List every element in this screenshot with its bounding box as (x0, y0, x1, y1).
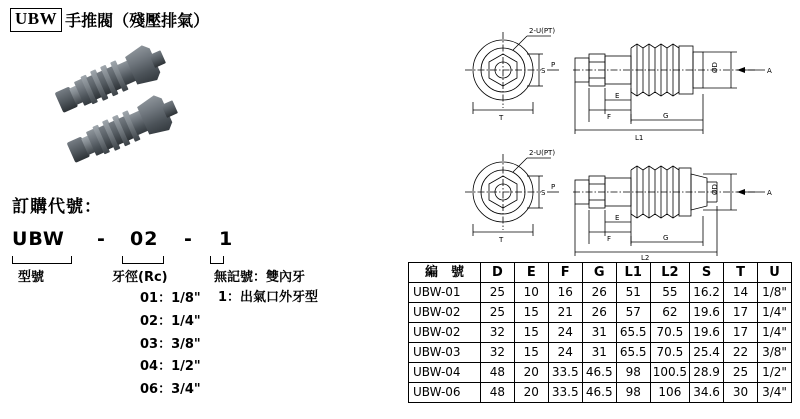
cell-l2: 55 (650, 283, 689, 303)
section-arrow-A-top: A (767, 67, 772, 75)
cell-t: 17 (724, 303, 758, 323)
cell-s: 19.6 (690, 303, 724, 323)
table-row (409, 283, 792, 303)
dim-P-bottom: P (551, 183, 556, 191)
cell-e: 20 (514, 363, 548, 383)
bore-option: 03：3/8" (140, 336, 201, 352)
cell-name: UBW-02 (409, 303, 481, 323)
dim-F-bottom: F (607, 235, 612, 243)
bore-option: 02：1/4" (140, 313, 201, 329)
cell-s: 19.6 (690, 323, 724, 343)
table-row (409, 303, 792, 323)
col-header-s: S (690, 263, 724, 283)
table-row (409, 383, 792, 403)
cell-d: 32 (480, 343, 514, 363)
cell-f: 33.5 (548, 363, 582, 383)
cell-g: 46.5 (582, 363, 616, 383)
dim-D-top: ØD (711, 62, 719, 73)
dim-T-bottom: T (499, 236, 504, 244)
cell-l1: 51 (616, 283, 650, 303)
cell-f: 16 (548, 283, 582, 303)
page-title (10, 8, 209, 32)
code-thread: 1 (219, 228, 234, 250)
code-bore: 02 (130, 228, 159, 250)
bore-option-list (140, 288, 201, 402)
cell-l1: 98 (616, 363, 650, 383)
ordering-heading: 訂購代號： (12, 197, 102, 217)
cell-d: 48 (480, 383, 514, 403)
cell-l1: 98 (616, 383, 650, 403)
dim-T-top: T (499, 114, 504, 122)
cell-name: UBW-04 (409, 363, 481, 383)
cell-d: 32 (480, 323, 514, 343)
technical-drawing (455, 10, 795, 260)
spec-table (408, 262, 792, 403)
dim-D-bottom: ØD (711, 184, 719, 195)
legend-bore: 牙徑(Rc) (112, 270, 168, 285)
cell-u: 1/4" (757, 303, 791, 323)
code-dash-1: - (97, 228, 106, 250)
bore-option: 06：3/4" (140, 382, 201, 397)
col-header-u: U (757, 263, 791, 283)
col-header-f: F (548, 263, 582, 283)
model-badge: UBW (10, 8, 62, 32)
cell-g: 26 (582, 283, 616, 303)
cell-e: 15 (514, 303, 548, 323)
cell-name: UBW-03 (409, 343, 481, 363)
cell-t: 14 (724, 283, 758, 303)
cell-l2: 100.5 (650, 363, 689, 383)
cell-l2: 106 (650, 383, 689, 403)
cell-name: UBW-02 (409, 323, 481, 343)
cell-d: 25 (480, 303, 514, 323)
table-row (409, 343, 792, 363)
leader-bracket-thread (210, 256, 224, 264)
dim-L1: L1 (635, 134, 644, 142)
cell-l1: 65.5 (616, 323, 650, 343)
cell-f: 24 (548, 323, 582, 343)
dim-S-bottom: S (541, 189, 546, 197)
callout-thread-bottom: 2-U(PT) (529, 149, 556, 157)
cell-e: 15 (514, 343, 548, 363)
cell-s: 34.6 (690, 383, 724, 403)
leader-bracket-bore (122, 256, 164, 264)
cell-s: 16.2 (690, 283, 724, 303)
cell-t: 22 (724, 343, 758, 363)
cell-u: 1/4" (757, 323, 791, 343)
cell-u: 1/2" (757, 363, 791, 383)
legend-model: 型號 (18, 270, 45, 285)
section-arrow-A-bottom: A (767, 189, 772, 197)
col-header-t: T (724, 263, 758, 283)
bore-option: 04：1/2" (140, 359, 201, 375)
cell-f: 24 (548, 343, 582, 363)
code-model: UBW (12, 228, 65, 250)
cell-t: 25 (724, 363, 758, 383)
cell-t: 17 (724, 323, 758, 343)
dim-E-bottom: E (615, 214, 620, 222)
product-photo (45, 45, 245, 175)
col-header-l1: L1 (616, 263, 650, 283)
cell-s: 25.4 (690, 343, 724, 363)
cell-name: UBW-01 (409, 283, 481, 303)
spec-table-wrapper (408, 262, 792, 403)
cell-l2: 70.5 (650, 323, 689, 343)
cell-e: 15 (514, 323, 548, 343)
col-header-g: G (582, 263, 616, 283)
cell-u: 1/8" (757, 283, 791, 303)
table-row (409, 363, 792, 383)
col-header-l2: L2 (650, 263, 689, 283)
col-header-e: E (514, 263, 548, 283)
cell-u: 3/8" (757, 343, 791, 363)
cell-l2: 62 (650, 303, 689, 323)
cell-g: 31 (582, 343, 616, 363)
cell-g: 31 (582, 323, 616, 343)
cell-e: 10 (514, 283, 548, 303)
ordering-code (12, 228, 342, 254)
cell-l1: 57 (616, 303, 650, 323)
cell-f: 33.5 (548, 383, 582, 403)
cell-f: 21 (548, 303, 582, 323)
col-header-d: D (480, 263, 514, 283)
leader-bracket-model (12, 256, 72, 264)
page-title-text: 手推閥（殘壓排氣） (65, 11, 210, 31)
table-header-row (409, 263, 792, 283)
dim-F-top: F (607, 113, 612, 121)
cell-name: UBW-06 (409, 383, 481, 403)
cell-l1: 65.5 (616, 343, 650, 363)
legend-thread-none: 無記號：雙內牙 (214, 270, 306, 285)
cell-d: 48 (480, 363, 514, 383)
code-dash-2: - (184, 228, 193, 250)
col-header-name: 編 號 (409, 263, 481, 283)
cell-d: 25 (480, 283, 514, 303)
cell-s: 28.9 (690, 363, 724, 383)
cell-e: 20 (514, 383, 548, 403)
cell-g: 26 (582, 303, 616, 323)
cell-u: 3/4" (757, 383, 791, 403)
dim-L2: L2 (641, 254, 650, 260)
bore-option: 01：1/8" (140, 291, 201, 306)
cell-t: 30 (724, 383, 758, 403)
callout-thread-top: 2-U(PT) (529, 27, 556, 35)
dim-E-top: E (615, 92, 620, 100)
dim-G-bottom: G (663, 234, 669, 242)
dim-S-top: S (541, 67, 546, 75)
cell-g: 46.5 (582, 383, 616, 403)
table-row (409, 323, 792, 343)
cell-l2: 70.5 (650, 343, 689, 363)
dim-G-top: G (663, 112, 669, 120)
legend-thread-one: 1：出氣口外牙型 (218, 290, 319, 305)
dim-P-top: P (551, 61, 556, 69)
